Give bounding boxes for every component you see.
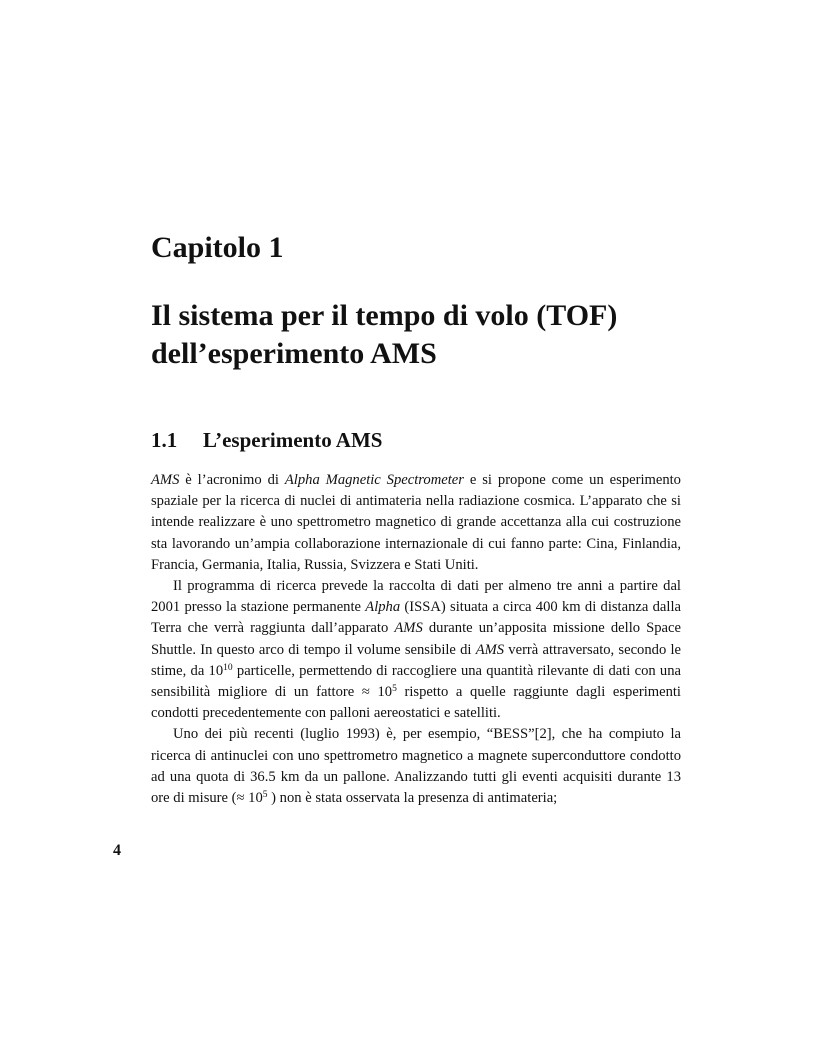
math-ams: AMS (475, 641, 505, 658)
paragraph-1 (151, 470, 681, 576)
paragraph-2 (151, 576, 681, 724)
paragraph-3 (151, 724, 681, 809)
superscript: 5 (262, 790, 268, 801)
math-ams: AMS (394, 620, 423, 637)
text-segment: particelle, permettendo di raccogliere una quantità rilevante di dati con una sensibilità migliore di un fattore ≈ 10 (151, 662, 681, 701)
section-number: 1.1 (151, 428, 178, 452)
text-segment: verrà attraversato, secondo le stime, da 10 (151, 641, 681, 679)
emphasis-text: Alpha (365, 599, 401, 616)
text-segment: Uno dei più recenti (luglio 1993) è, per esempio, “BESS”[2], che ha compiuto la ricerca di antinuclei con uno spettrometro magnetico a magnete superconduttore condotto ad una quota di 36.5 km da un pallone. Analizzando tutti gli eventi acquisiti durante 13 ore di misure (≈ 10 (151, 726, 681, 807)
superscript: 10 (223, 662, 233, 673)
text-segment: e si propone come un esperimento spaziale per la ricerca di nuclei di antimateria nella radiazione cosmica. L’apparato che si intende realizzare è uno spettrometro magnetico di grande accettanza alla cui costruzione sta lavorando un’ampia collaborazione internazionale di cui fanno parte: Cina, Finlandia, Francia, Germania, Italia, Russia, Svizzera e Stati Uniti. (151, 472, 681, 573)
chapter-title: Il sistema per il tempo di volo (TOF) dell’esperimento AMS (151, 299, 618, 370)
math-ams: AMS (151, 472, 180, 488)
superscript: 5 (392, 684, 397, 695)
text-segment: ) non è stata osservata la presenza di antimateria; (267, 790, 558, 807)
body-text (151, 470, 681, 809)
section-heading (151, 425, 382, 455)
text-segment: Il programma di ricerca prevede la raccolta di dati per almeno tre anni a partire dal 2001 presso la stazione permanente (151, 578, 681, 616)
section-title: L’esperimento AMS (203, 428, 383, 452)
text-segment: durante un’apposita missione dello Space Shuttle. In questo arco di tempo il volume sensibile di (151, 620, 681, 658)
chapter-label: Capitolo 1 (151, 231, 284, 264)
text-segment: rispetto a quelle raggiunte dagli esperimenti condotti precedentemente con palloni aereostatici e satelliti. (151, 684, 681, 722)
emphasis-text: Alpha Magnetic Spectrometer (284, 472, 464, 488)
text-segment: è l’acronimo di (179, 472, 285, 488)
page-number: 4 (113, 842, 121, 859)
text-segment: (ISSA) situata a circa 400 km di distanza dalla Terra che verrà raggiunta dall’apparato (151, 599, 681, 637)
